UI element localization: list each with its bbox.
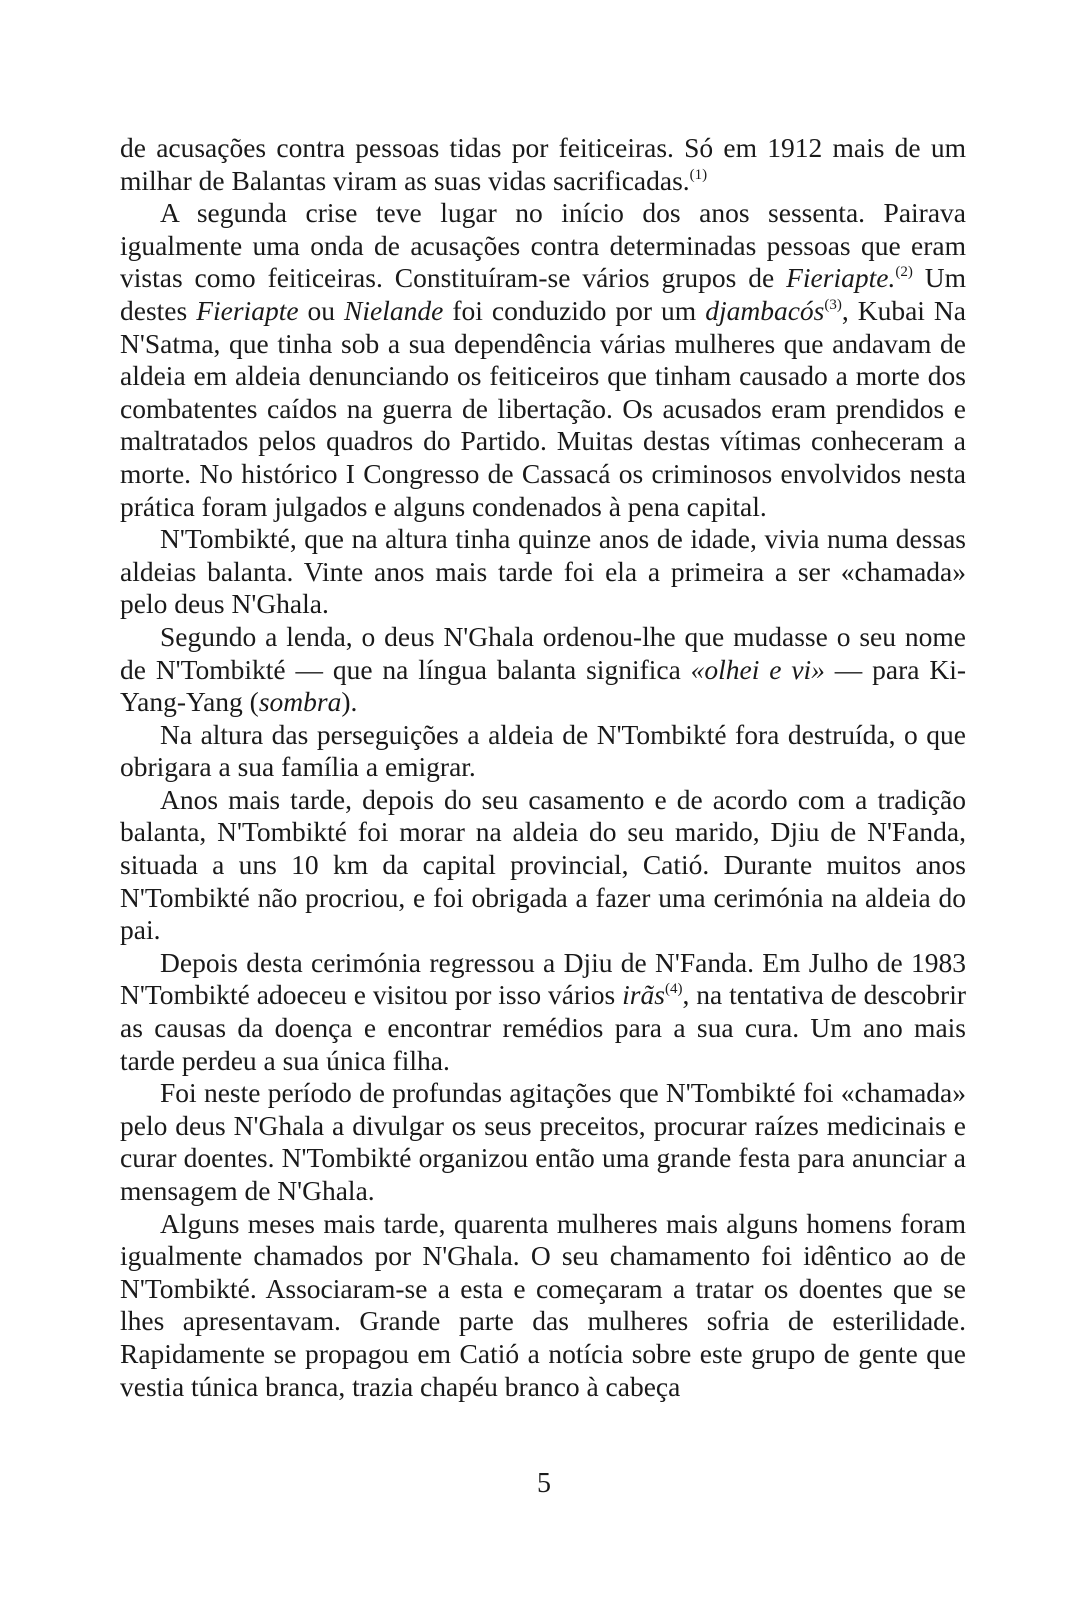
paragraph-5 [120, 719, 966, 784]
paragraph-6 [120, 784, 966, 947]
text-run: Um destes [120, 262, 966, 326]
paragraph-4 [120, 621, 966, 719]
text-run: Segundo a lenda, o deus N'Ghala ordenou-lhe que mudasse o seu nome de N'Tombikté — que na língua balanta significa [120, 620, 966, 685]
italic-text: Nielande [344, 294, 444, 326]
text-run: foi conduzido por um [443, 294, 706, 326]
italic-text: «olhei e vi» [690, 653, 825, 685]
text-run: de acusações contra pessoas tidas por feiticeiras. Só em 1912 mais de um milhar de Balantas viram as suas vidas sacrificadas. [120, 132, 966, 196]
text-run: ). [341, 686, 358, 718]
text-run: , Kubai Na N'Satma, que tinha sob a sua dependência várias mulheres que andavam de aldeia em aldeia denunciando os feiticeiros que tinham causado a morte dos combatentes caídos na guerra de libertação. Os acusados eram prendidos e maltratados pelos quadros do Partido. Muitas destas vítimas conheceram a morte. No histórico I Congresso de Cassacá os criminosos envolvidos nesta prática foram julgados e alguns condenados à pena capital. [120, 294, 966, 522]
text-run: Na altura das perseguições a aldeia de N'Tombikté fora destruída, o que obrigara a sua família a emigrar. [120, 718, 966, 783]
paragraph-3 [120, 523, 966, 621]
text-run: N'Tombikté, que na altura tinha quinze anos de idade, vivia numa dessas aldeias balanta. Vinte anos mais tarde foi ela a primeira a ser «chamada» pelo deus N'Ghala. [120, 523, 966, 620]
text-run: Depois desta cerimónia regressou a Djiu de N'Fanda. Em Julho de 1983 N'Tombikté adoeceu e visitou por isso vários [120, 946, 966, 1011]
text-run: A segunda crise teve lugar no início dos anos sessenta. Pairava igualmente uma onda de acusações contra determinadas pessoas que eram vistas como feiticeiras. Constituíram-se vários grupos de [120, 197, 966, 294]
paragraph-7 [120, 947, 966, 1077]
footnote-marker: (1) [689, 166, 708, 183]
page-body [120, 132, 966, 1403]
paragraph-8 [120, 1077, 966, 1207]
text-run: Foi neste período de profundas agitações que N'Tombikté foi «chamada» pelo deus N'Ghala a divulgar os seus preceitos, procurar raízes medicinais e curar doentes. N'Tombikté organizou então uma grande festa para anunciar a mensagem de N'Ghala. [120, 1077, 966, 1206]
text-run: — para Ki-Yang-Yang ( [120, 653, 966, 718]
footnote-marker: (2) [895, 264, 913, 281]
paragraph-9 [120, 1208, 966, 1404]
text-run: Alguns meses mais tarde, quarenta mulheres mais alguns homens foram igualmente chamados por N'Ghala. O seu chamamento foi idêntico ao de N'Tombikté. Associaram-se a esta e começaram a tratar os doentes que se lhes apresentavam. Grande parte das mulheres sofria de esterilidade. Rapidamente se propagou em Catió a notícia sobre este grupo de gente que vestia túnica branca, trazia chapéu branco à cabeça [120, 1207, 966, 1402]
page-number: 5 [537, 1468, 551, 1499]
footnote-marker: (3) [824, 296, 842, 313]
text-run: , na tentativa de descobrir as causas da doença e encontrar remédios para a sua cura. Um ano mais tarde perdeu a sua única filha. [120, 979, 966, 1076]
text-run: ou [298, 294, 345, 326]
italic-text: djambacós [705, 294, 825, 326]
text-run: Anos mais tarde, depois do seu casamento e de acordo com a tradição balanta, N'Tombikté foi morar na aldeia do seu marido, Djiu de N'Fanda, situada a uns 10 km da capital provincial, Catió. Durante muitos anos N'Tombikté não procriou, e foi obrigada a fazer uma cerimónia na aldeia do pai. [120, 783, 966, 946]
italic-text: irãs [622, 979, 665, 1011]
italic-text: Fieriapte. [786, 262, 896, 294]
italic-text: Fieriapte [196, 294, 299, 326]
italic-text: sombra [258, 686, 342, 718]
footnote-marker: (4) [664, 981, 683, 998]
paragraph-2 [120, 197, 966, 523]
paragraph-1 [120, 132, 966, 197]
